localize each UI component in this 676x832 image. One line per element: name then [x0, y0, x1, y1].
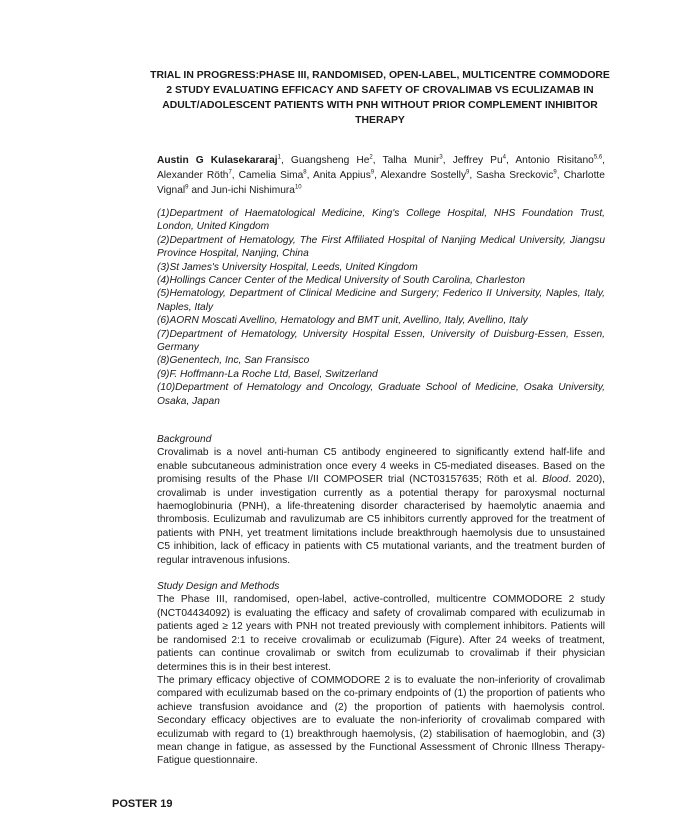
- affiliation-item: (6)AORN Moscati Avellino, Hematology and BMT unit, Avellino, Italy, Avellino, Italy: [157, 315, 528, 327]
- background-text-1: Crovalimab is a novel anti-human C5 antibody engineered to significantly extend half-life and enable subcutaneous administration once every 4 weeks in C5-mediated diseases. Based on the promising results of the Phase I/II COMPOSER trial (NCT03157635; Röth et al.: [157, 447, 605, 486]
- methods-paragraph-2: The primary efficacy objective of COMMODORE 2 is to evaluate the non-inferiority of crovalimab compared with eculizumab based on the co-primary endpoints of (1) the proportion of patients who achieve transfusion avoidance and (2) the proportion of patients with haemolysis control. Secondary efficacy objectives are to evaluate the non-inferiority of crovalimab compared with eculizumab with regard to (1) breakthrough haemolysis, (2) stabilisation of haemoglobin, and (3) mean change in fatigue, as assessed by the Functional Assessment of Chronic Illness Therapy-Fatigue questionnaire.: [157, 674, 605, 767]
- author-name: Anita Appius: [312, 170, 371, 181]
- author-name: Alexandre Sostelly: [380, 170, 467, 181]
- author-name: Jun-ichi Nishimura: [211, 185, 295, 196]
- author-affiliation-index: 9: [553, 169, 557, 176]
- author-name: Camelia Sima: [238, 170, 304, 181]
- affiliation-list: [157, 207, 605, 408]
- author-affiliation-index: 8: [303, 169, 307, 176]
- background-text-2: . 2020), crovalimab is under investigation currently as a potential therapy for paroxysmal nocturnal haemoglobinuria (PNH), a life-threatening disorder characterised by haemolytic anaemia and thrombosis. Eculizumab and ravulizumab are C5 inhibitors currently approved for the treatment of patients with PNH, yet treatment limitations include breakthrough haemolysis due to unsustained C5 inhibition, lack of efficacy in patients with C5 mutational variants, and the treatment burden of regular intravenous infusions.: [157, 474, 605, 566]
- author-name: Austin G Kulasekararaj: [157, 155, 278, 166]
- affiliation-item: (7)Department of Hematology, University Hospital Essen, University of Duisburg-Essen, Essen, Germany: [157, 328, 605, 354]
- affiliation-item: (9)F. Hoffmann-La Roche Ltd, Basel, Switzerland: [157, 368, 378, 380]
- author-affiliation-index: 4: [502, 154, 506, 161]
- affiliation-item: (1)Department of Haematological Medicine, King's College Hospital, NHS Foundation Trust, London, United Kingdom: [157, 208, 605, 233]
- author-name: Sasha Sreckovic: [476, 170, 554, 181]
- background-journal: Blood: [542, 474, 569, 486]
- affiliation-item: (3)St James's University Hospital, Leeds, United Kingdom: [157, 261, 418, 273]
- author-affiliation-index: 9: [370, 169, 375, 176]
- author-affiliation-index: 2: [369, 154, 373, 161]
- author-name: Guangsheng He: [290, 155, 370, 166]
- author-affiliation-index: 1: [277, 154, 281, 161]
- author-affiliation-index: 9: [466, 169, 470, 176]
- author-affiliation-index: 3: [439, 154, 443, 161]
- poster-number: POSTER 19: [112, 798, 173, 810]
- methods-paragraph-1: The Phase III, randomised, open-label, active-controlled, multicentre COMMODORE 2 study (NCT04434092) is evaluating the efficacy and safety of crovalimab compared with eculizumab in patients aged ≥ 12 years with PNH not treated previously with complement inhibitors. Patients will be randomised 2:1 to receive crovalimab or eculizumab (Figure). After 24 weeks of treatment, patients can continue crovalimab or switch from eculizumab to crovalimab if their physician determines this is in their best interest.: [157, 594, 605, 673]
- affiliation-item: (10)Department of Hematology and Oncology, Graduate School of Medicine, Osaka University, Osaka, Japan: [157, 382, 605, 407]
- author-name: Charlotte Vignal: [157, 170, 605, 196]
- abstract-body: [157, 433, 605, 768]
- author-name: Antonio Risitano: [515, 155, 594, 166]
- affiliation-item: (5)Hematology, Department of Clinical Medicine and Surgery; Federico II University, Naples, Italy, Naples, Italy: [157, 288, 605, 313]
- affiliation-item: (2)Department of Hematology, The First Affiliated Hospital of Nanjing Medical University, Jiangsu Province Hospital, Nanjing, China: [157, 234, 605, 260]
- author-affiliation-index: 7: [228, 169, 232, 176]
- author-name: Talha Munir: [382, 155, 440, 166]
- author-list: Austin G Kulasekararaj$^1$, Guangsheng He$^2$, Talha Munir$^3$, Jeffrey Pu$^4$, Antonio Risitano$^{5,6}$, Alexander Röth$^7$, Camelia Sima$^8$, Anita Appius$^9$, Alexandre Sostelly$^9$, Sasha Sreckovic$^9$, Charlotte Vignal$^9$ and Jun-ichi Nishimura$^{10}$: [157, 154, 605, 196]
- author-affiliation-index: 5,6: [593, 154, 603, 161]
- background-heading: Background: [157, 434, 212, 445]
- author-affiliation-index: 10: [294, 184, 302, 191]
- affiliation-item: (8)Genentech, Inc, San Fransisco: [157, 355, 310, 367]
- affiliation-item: (4)Hollings Cancer Center of the Medical University of South Carolina, Charleston: [157, 275, 526, 287]
- paper-title: TRIAL IN PROGRESS:PHASE III, RANDOMISED, OPEN-LABEL, MULTICENTRE COMMODORE 2 STUDY EVALUATING EFFICACY AND SAFETY OF CROVALIMAB VS ECULIZAMAB IN ADULT/ADOLESCENT PATIENTS WITH PNH WITHOUT PRIOR COMPLEMENT INHIBITOR THERAPY: [150, 70, 610, 126]
- author-name: Alexander Röth: [157, 170, 229, 181]
- background-paragraph: [157, 446, 605, 567]
- methods-heading: Study Design and Methods: [157, 581, 280, 593]
- author-name: Jeffrey Pu: [452, 155, 503, 166]
- author-affiliation-index: 9: [185, 184, 189, 191]
